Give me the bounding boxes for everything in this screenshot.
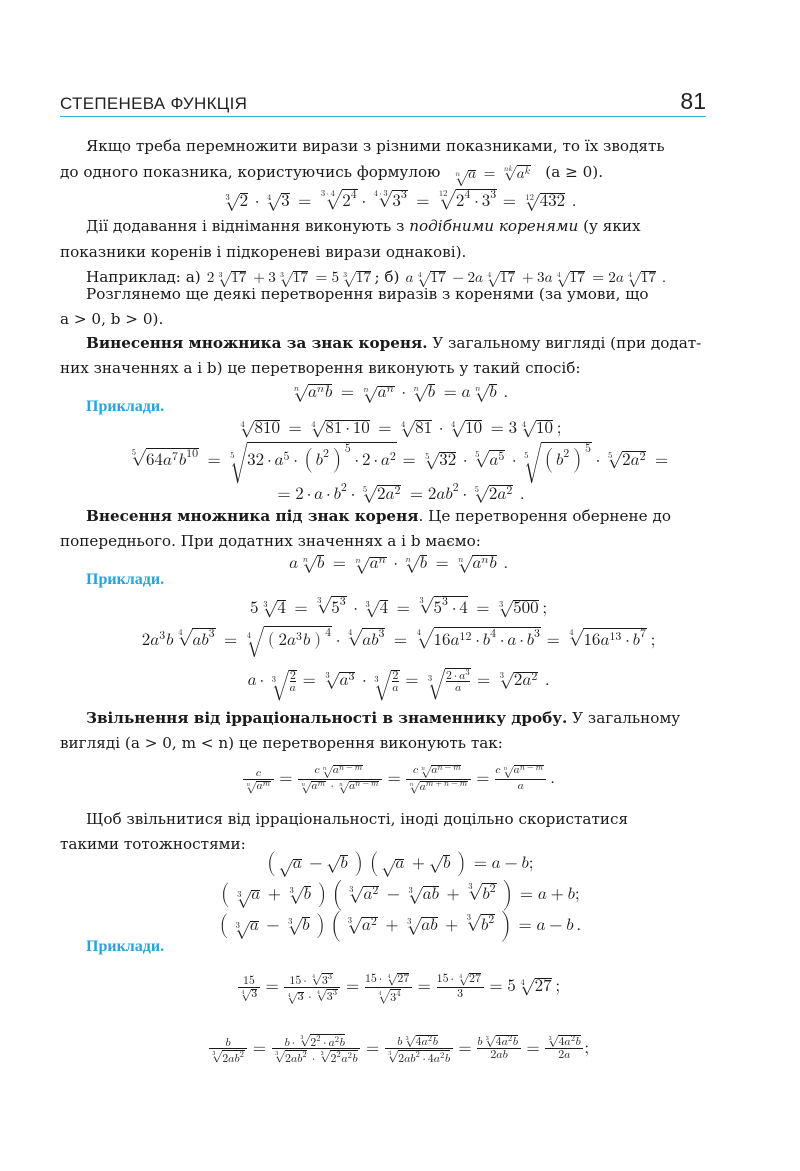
section-factor-out: [60, 330, 706, 356]
section-rationalize: [60, 705, 706, 731]
formula-example-810: 810 4 = 81 · 10 4 = 81 4 · 10 4 = 3 10 4 ;: [240, 419, 562, 437]
text-line: . Це перетворення обернене до: [418, 507, 671, 525]
formula-example-500: 5 4 3 = 5 3 3 · 4 3 = 5 3 · 4 3 = 500 3 ;: [250, 595, 548, 617]
text-line: Розглянемо ще деякі перетворення виразів з коренями (за умови, що: [86, 285, 649, 303]
formula-example-64: 64 a 7 b 10 5 = 32 · a 5 · ( b 2 ) 5 · 2 · a 2 5 = 32 5 · a 5 5 · ( b 2 ) 5 5 · 2 a 2 5 =: [131, 442, 669, 469]
example-separator: ; б): [374, 268, 400, 286]
section-title: Внесення множника під знак кореня: [86, 507, 419, 525]
text-line: (у яких: [583, 217, 641, 235]
formula-identity-1: ( a − b ) ( a + b ) = a − b ;: [263, 852, 534, 873]
page-number: 81: [680, 88, 706, 114]
formula-example-b: 𝑏 2 a b 2 3 = b · 2 2 · a 2 b 3 2 a b 2 3 · 2 2 a 2 b 3 = b 4 a 2 b 3 2 a b 2 · 4 a 2 b 3 = b 4 a 2 b 3 2 a b = 4 a 2 b 3 2 a ;: [212, 1033, 590, 1065]
examples-label: Приклади.: [86, 938, 165, 955]
text-line: Щоб звільнитися від ірраціональності, іноді доцільно скористатися: [86, 810, 629, 828]
section-factor-in: [60, 503, 706, 529]
formula-example-2a3b: 2 a 3 b a b 3 4 = ( 2 a 3 b ) 4 4 · a b 3 4 = 16 a 12 · b 4 · a · b 3 4 = 16 a 13 · b 7 4 ;: [141, 626, 656, 650]
formula-example-64-cont: = 2 · a · b 2 · 2 a 2 5 = 2 a b 2 · 2 a 2 5 .: [277, 482, 525, 504]
text-line: вигляді (a > 0, m < n) це перетворення виконують так:: [60, 734, 503, 752]
condition: (a ≥ 0).: [545, 163, 604, 181]
formula-example-frac: 𝑎 · 2 𝑎 3 = a 3 3 · 2 𝑎 3 = 2 · a 3 𝑎 3 = 2 a 2 3 .: [247, 668, 550, 695]
formula-example-15: 15 3 4 = 15 · 3 3 4 3 4 · 3 3 4 = 15 · 27 4 3 4 4 = 15 · 27 4 3 = 5 27 4 ;: [241, 972, 561, 1005]
formula-factor-out-general: 𝑎 n b 𝑛 = a n 𝑛 · b 𝑛 = a b 𝑛 .: [293, 383, 509, 402]
formula-sum: 2 17 3 + 3 17 3 = 5 17 3: [206, 270, 372, 285]
formula-factor-in-general: 𝑎 b 𝑛 = a n 𝑛 · b 𝑛 = a n b 𝑛 .: [289, 554, 509, 573]
examples-label: Приклади.: [86, 571, 165, 588]
text-line: попереднього. При додатних значеннях a і b маємо:: [60, 532, 481, 550]
header-title: СТЕПЕНЕВА ФУНКЦІЯ: [60, 94, 248, 113]
paragraph-transformations-line2: [60, 306, 706, 332]
formula-rationalize-general: 𝑐 𝑎 m 𝑛 = c a n − m 𝑛 𝑎 m 𝑛 · a n − m 𝑛 = c a n − m 𝑛 𝑎 m + n − m 𝑛 = c a n − m 𝑛 𝑎 .: [246, 762, 555, 793]
formula-identity-3: ( a 3 − b 3 ) ( a 2 3 + a b 3 + b 2 3 ) = a − b .: [216, 911, 582, 935]
text-line: показники коренів і підкореневі вирази однакові).: [60, 243, 467, 261]
examples-label: Приклади.: [86, 398, 165, 415]
paragraph-intro: [60, 133, 706, 159]
example-label: Наприклад: а): [86, 268, 201, 286]
paragraph-identities: [60, 806, 706, 832]
text-line: Якщо треба перемножити вирази з різними показниками, то їх зводять: [86, 137, 665, 155]
paragraph-similar-roots: [60, 213, 706, 239]
formula-product-roots: 2 3 · 3 4 = 2 4 3 · 4 · 3 3 4 · 3 = 2 4 · 3 3 12 = 432 12 .: [225, 189, 577, 211]
text-line: У загальному: [572, 709, 681, 727]
text-line: до одного показника, користуючись формулою: [60, 163, 441, 181]
formula-root-index-rule: a 𝑛 = a k 𝑛 k: [455, 165, 531, 181]
formula-identity-2: ( a 3 + b 3 ) ( a 2 3 − a b 3 + b 2 3 ) = a + b ;: [217, 880, 580, 904]
text-line: У загальному вигляді (при додат-: [432, 334, 702, 352]
text-line: a > 0, b > 0).: [60, 310, 164, 328]
section-title: Звільнення від ірраціональності в знаменнику дробу.: [86, 709, 568, 727]
text-line: такими тотожностями:: [60, 835, 246, 853]
paragraph-transformations: [60, 281, 706, 307]
italic-term: подібними коренями: [409, 217, 579, 235]
header-rule: [60, 116, 706, 117]
text-line: них значеннях a і b) це перетворення виконують у такий спосіб:: [60, 359, 581, 377]
text-line: Дії додавання і віднімання виконують з: [86, 217, 405, 235]
section-title: Винесення множника за знак кореня.: [86, 334, 428, 352]
formula-sum-b: a 17 4 − 2 a 17 4 + 3 a 17 4 = 2 a 17 4 .: [405, 270, 667, 285]
